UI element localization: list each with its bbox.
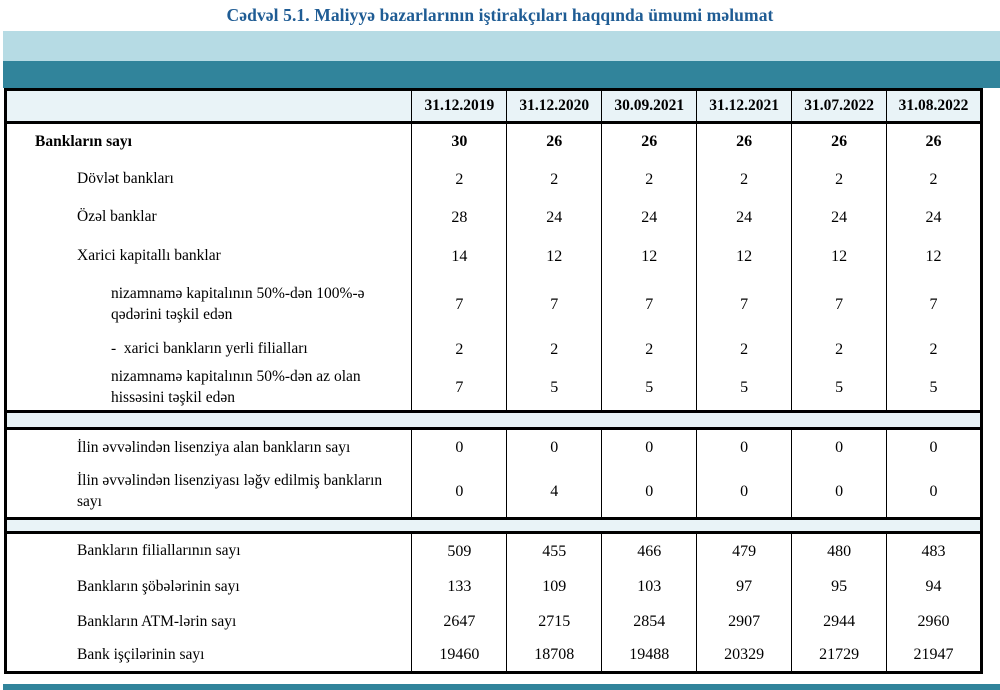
- row-label: Özəl banklar: [6, 199, 412, 237]
- corner-cell: [6, 90, 412, 123]
- table-row: [6, 467, 982, 519]
- cell-value: 2: [792, 333, 887, 367]
- row-label: Bankların sayı: [6, 123, 412, 161]
- column-header-31.12.2021: 31.12.2021: [697, 90, 792, 123]
- cell-value: 26: [507, 123, 602, 161]
- separator-band: [6, 412, 982, 429]
- cell-value: 2: [602, 161, 697, 199]
- column-header-31.08.2022: 31.08.2022: [887, 90, 982, 123]
- row-label: Bank işçilərinin sayı: [6, 640, 412, 673]
- row-label: Dövlət bankları: [6, 161, 412, 199]
- cell-value: 7: [887, 277, 982, 333]
- cell-value: 2: [697, 161, 792, 199]
- table-row: [6, 367, 982, 412]
- cell-value: 509: [412, 533, 507, 570]
- cell-value: 0: [697, 467, 792, 519]
- row-label: Bankların filiallarının sayı: [6, 533, 412, 570]
- separator-band: [6, 519, 982, 533]
- cell-value: 24: [507, 199, 602, 237]
- cell-value: 0: [602, 429, 697, 467]
- cell-value: 26: [887, 123, 982, 161]
- table-row: [6, 333, 982, 367]
- table-row: [6, 237, 982, 277]
- row-label: nizamnamə kapitalının 50%-dən az olan hissəsini təşkil edən: [6, 367, 412, 412]
- separator-row: [6, 412, 982, 429]
- cell-value: 0: [887, 467, 982, 519]
- table-row: [6, 277, 982, 333]
- cell-value: 5: [792, 367, 887, 412]
- decor-band-light: [3, 31, 1000, 61]
- cell-value: 21729: [792, 640, 887, 673]
- cell-value: 2: [412, 161, 507, 199]
- table-row: [6, 161, 982, 199]
- cell-value: 5: [887, 367, 982, 412]
- cell-value: 5: [697, 367, 792, 412]
- row-label: İlin əvvəlindən lisenziyası ləğv edilmiş bankların sayı: [6, 467, 412, 519]
- cell-value: 0: [792, 467, 887, 519]
- table-row: [6, 533, 982, 570]
- separator-row: [6, 519, 982, 533]
- cell-value: 479: [697, 533, 792, 570]
- table-row: [6, 429, 982, 467]
- cell-value: 21947: [887, 640, 982, 673]
- row-label: Bankların şöbələrinin sayı: [6, 570, 412, 605]
- cell-value: 7: [507, 277, 602, 333]
- cell-value: 0: [697, 429, 792, 467]
- cell-value: 2960: [887, 605, 982, 640]
- financial-participants-table: [4, 88, 983, 674]
- cell-value: 2: [697, 333, 792, 367]
- decor-band-teal: [3, 61, 1000, 88]
- cell-value: 2: [602, 333, 697, 367]
- cell-value: 28: [412, 199, 507, 237]
- cell-value: 2647: [412, 605, 507, 640]
- cell-value: 103: [602, 570, 697, 605]
- cell-value: 24: [697, 199, 792, 237]
- cell-value: 19460: [412, 640, 507, 673]
- cell-value: 18708: [507, 640, 602, 673]
- cell-value: 5: [602, 367, 697, 412]
- cell-value: 94: [887, 570, 982, 605]
- table-row: [6, 640, 982, 673]
- cell-value: 12: [697, 237, 792, 277]
- cell-value: 2: [887, 333, 982, 367]
- cell-value: 466: [602, 533, 697, 570]
- cell-value: 26: [792, 123, 887, 161]
- cell-value: 95: [792, 570, 887, 605]
- cell-value: 2: [507, 333, 602, 367]
- table-row: [6, 605, 982, 640]
- cell-value: 483: [887, 533, 982, 570]
- page-title: Cədvəl 5.1. Maliyyə bazarlarının iştirakçıları haqqında ümumi məlumat: [226, 5, 774, 25]
- cell-value: 12: [792, 237, 887, 277]
- cell-value: 2907: [697, 605, 792, 640]
- column-header-31.12.2019: 31.12.2019: [412, 90, 507, 123]
- cell-value: 7: [792, 277, 887, 333]
- cell-value: 14: [412, 237, 507, 277]
- row-label: nizamnamə kapitalının 50%-dən 100%-ə qədərini təşkil edən: [6, 277, 412, 333]
- cell-value: 12: [602, 237, 697, 277]
- cell-value: 12: [507, 237, 602, 277]
- column-header-31.12.2020: 31.12.2020: [507, 90, 602, 123]
- cell-value: 26: [697, 123, 792, 161]
- table-row: [6, 199, 982, 237]
- cell-value: 30: [412, 123, 507, 161]
- column-header-30.09.2021: 30.09.2021: [602, 90, 697, 123]
- cell-value: 24: [887, 199, 982, 237]
- cell-value: 7: [412, 367, 507, 412]
- cell-value: 4: [507, 467, 602, 519]
- cell-value: 109: [507, 570, 602, 605]
- cell-value: 133: [412, 570, 507, 605]
- cell-value: 2944: [792, 605, 887, 640]
- cell-value: 7: [412, 277, 507, 333]
- cell-value: 2854: [602, 605, 697, 640]
- cell-value: 0: [507, 429, 602, 467]
- cell-value: 2: [887, 161, 982, 199]
- cell-value: 12: [887, 237, 982, 277]
- cell-value: 2: [412, 333, 507, 367]
- cell-value: 0: [602, 467, 697, 519]
- cell-value: 0: [412, 429, 507, 467]
- cell-value: 20329: [697, 640, 792, 673]
- cell-value: 97: [697, 570, 792, 605]
- cell-value: 455: [507, 533, 602, 570]
- cell-value: 2: [507, 161, 602, 199]
- row-label: - xarici bankların yerli filialları: [6, 333, 412, 367]
- cell-value: 0: [792, 429, 887, 467]
- table-row: [6, 123, 982, 161]
- row-label: İlin əvvəlindən lisenziya alan bankların sayı: [6, 429, 412, 467]
- cell-value: 24: [792, 199, 887, 237]
- table-header-row: [6, 90, 982, 123]
- cell-value: 7: [697, 277, 792, 333]
- cell-value: 0: [887, 429, 982, 467]
- column-header-31.07.2022: 31.07.2022: [792, 90, 887, 123]
- cell-value: 24: [602, 199, 697, 237]
- cell-value: 7: [602, 277, 697, 333]
- cell-value: 26: [602, 123, 697, 161]
- cell-value: 0: [412, 467, 507, 519]
- row-label: Bankların ATM-lərin sayı: [6, 605, 412, 640]
- cell-value: 2715: [507, 605, 602, 640]
- cell-value: 5: [507, 367, 602, 412]
- cell-value: 19488: [602, 640, 697, 673]
- decor-band-bottom: [3, 684, 1000, 690]
- cell-value: 480: [792, 533, 887, 570]
- table-row: [6, 570, 982, 605]
- cell-value: 2: [792, 161, 887, 199]
- row-label: Xarici kapitallı banklar: [6, 237, 412, 277]
